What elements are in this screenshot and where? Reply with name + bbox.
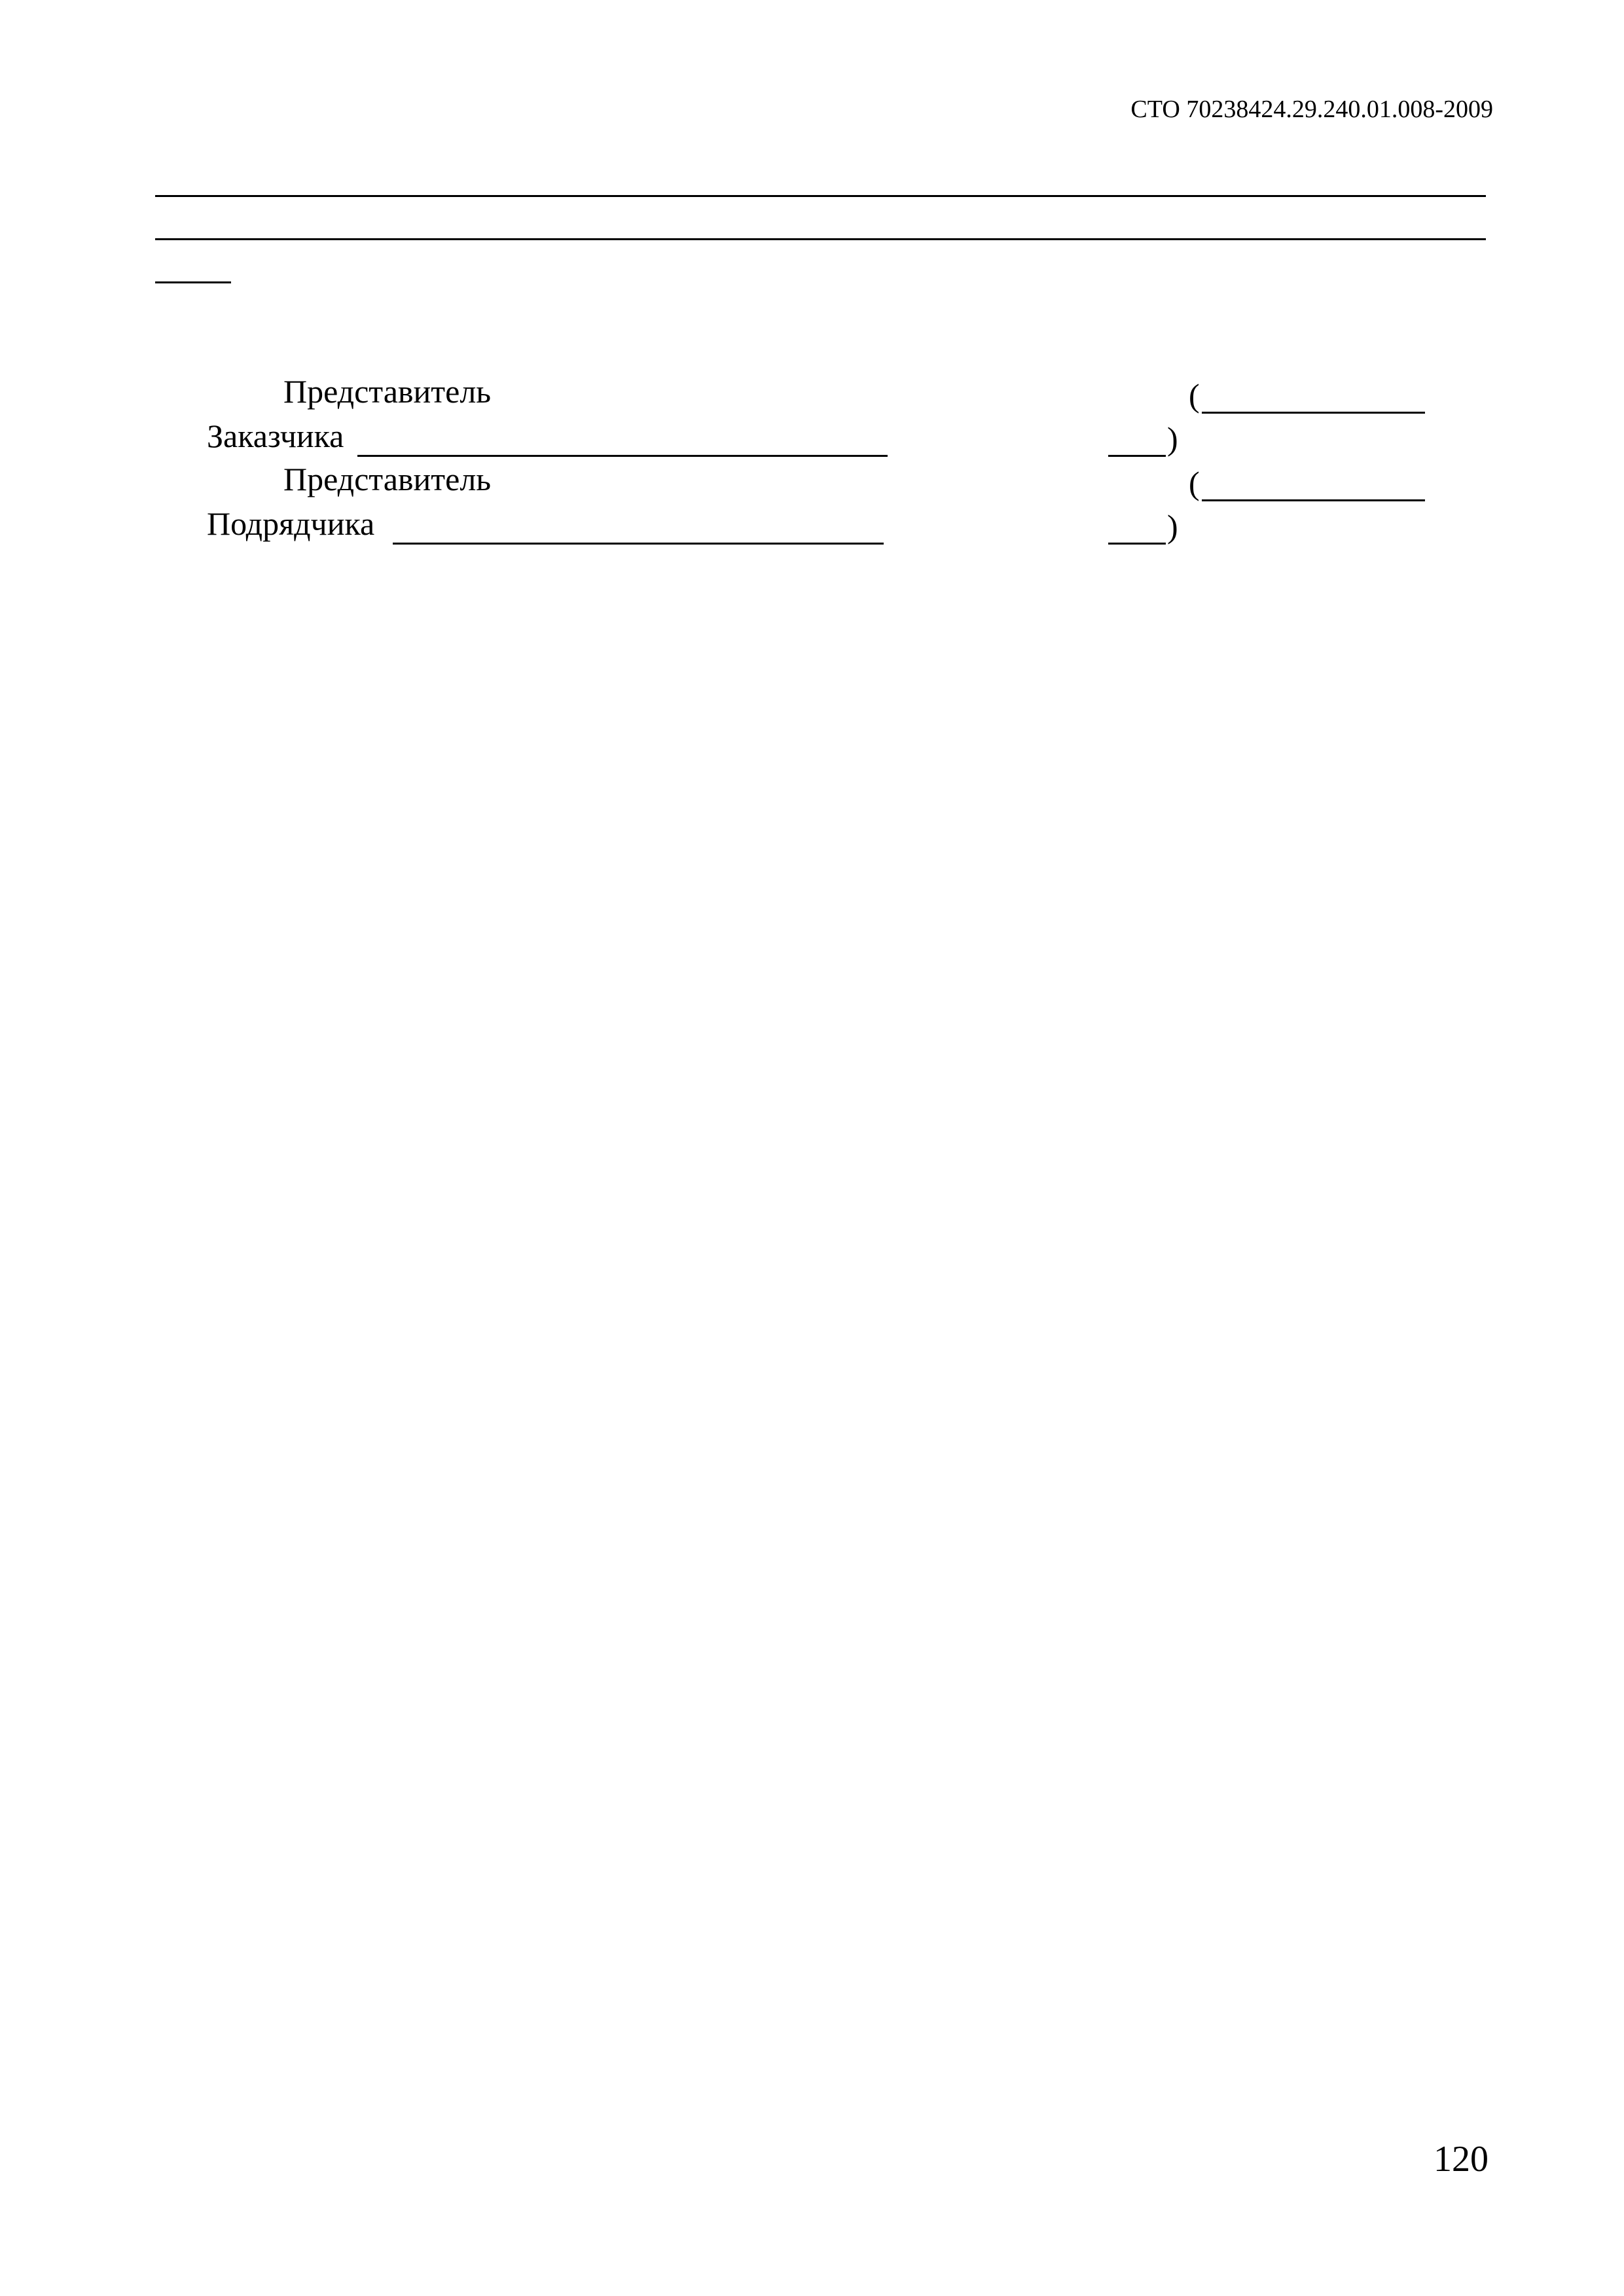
text-fill-line [155,238,1486,240]
close-paren: ) [1167,508,1178,545]
signature-role-label: Представитель [283,373,492,410]
signature-line[interactable] [357,455,888,457]
name-blank-line [1202,499,1425,501]
text-fill-line [155,195,1486,197]
signature-party-label: Подрядчика [207,505,375,542]
document-code: СТО 70238424.29.240.01.008-2009 [1130,96,1493,123]
open-paren: ( [1189,465,1200,501]
signature-line[interactable] [393,543,884,545]
text-fill-line-end [155,281,231,283]
signature-role-label: Представитель [283,461,492,497]
name-blank-line-end [1108,543,1166,545]
close-paren: ) [1167,420,1178,457]
name-blank-line [1202,412,1425,414]
signature-party-label: Заказчика [207,418,344,454]
name-blank-line-end [1108,455,1166,457]
open-paren: ( [1189,377,1200,414]
page-number: 120 [1434,2139,1489,2179]
